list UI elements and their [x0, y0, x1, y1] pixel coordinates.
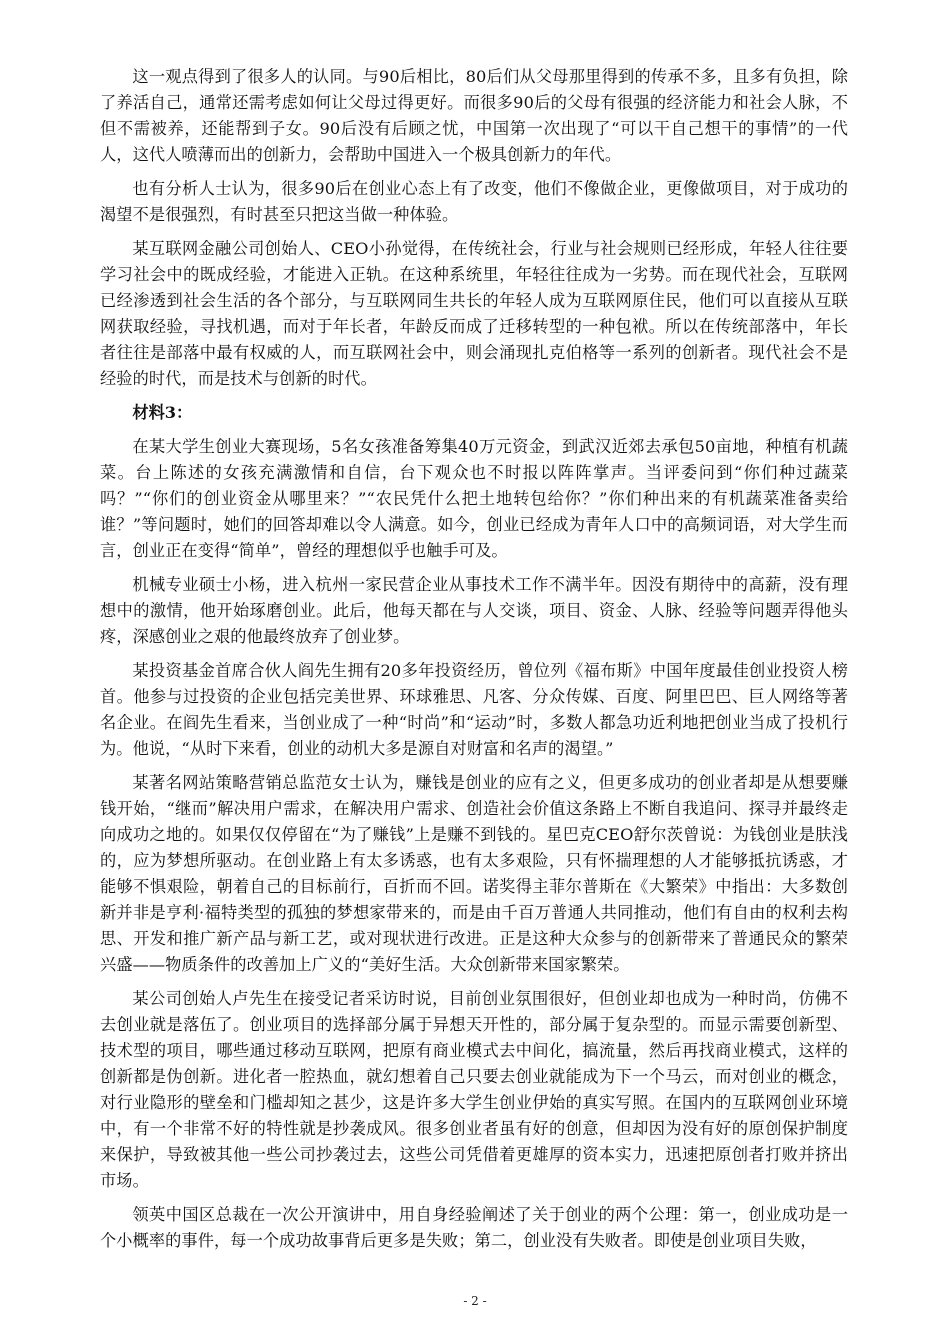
paragraph-founder-lu: 某公司创始人卢先生在接受记者采访时说，目前创业氛围很好，但创业却也成为一种时尚，仿佛不去创业就是落伍了。创业项目的选择部分属于异想天开性的，部分属于复杂型的。而显示需要创新型、技术型的项目，哪些通过移动互联网，把原有商业模式去中间化，搞流量，然后再找商业模式，这样的创新都是伪创新。进化者一腔热血，就幻想着自己只要去创业就能成为下一个马云，而对创业的概念，对行业隐形的壁垒和门槛却知之甚少，这是许多大学生创业伊始的真实写照。在国内的互联网创业环境中，有一个非常不好的特性就是抄袭成风。很多创业者虽有好的创意，但却因为没有好的原创保护制度来保护，导致被其他一些公司抄袭过去，这些公司凭借着更雄厚的资本实力，迅速把原创者打败并挤出市场。: [100, 989, 848, 1190]
paragraph-contest: 在某大学生创业大赛现场，5名女孩准备筹集40万元资金，到武汉近郊去承包50亩地，种植有机蔬菜。台上陈述的女孩充满激情和自信，台下观众也不时报以阵阵掌声。当评委问到“你们种过蔬菜吗？”“你们的创业资金从哪里来？”“农民凭什么把土地转包给你？”你们种出来的有机蔬菜准备卖给谁？”等问题时，她们的回答却难以令人满意。如今，创业已经成为青年人口中的高频词语，对大学生而言，创业正在变得“简单”，曾经的理想似乎也触手可及。: [100, 437, 848, 560]
page-number: - 2 -: [463, 1294, 487, 1308]
paragraph-ceo-sun: 某互联网金融公司创始人、CEO小孙觉得，在传统社会，行业与社会规则已经形成，年轻人往往要学习社会中的既成经验，才能进入正轨。在这种系统里，年轻往往成为一劣势。而在现代社会，互联网已经渗透到社会生活的各个部分，与互联网同生共长的年轻人成为互联网原住民，他们可以直接从互联网获取经验，寻找机遇，而对于年长者，年龄反而成了迁移转型的一种包袱。所以在传统部落中，年长者往往是部落中最有权威的人，而互联网社会中，则会涌现扎克伯格等一系列的创新者。现代社会不是经验的时代，而是技术与创新的时代。: [100, 239, 848, 388]
paragraph-90s-mindset: 也有分析人士认为，很多90后在创业心态上有了改变，他们不像做企业，更像做项目，对于成功的渴望不是很强烈，有时甚至只把这当做一种体验。: [100, 179, 848, 224]
section-heading-material-3: 材料3：: [132, 403, 193, 422]
paragraph-linkedin-president: 领英中国区总裁在一次公开演讲中，用自身经验阐述了关于创业的两个公理：第一，创业成功是一个小概率的事件，每一个成功故事背后更多是失败；第二，创业没有失败者。即使是创业项目失败，: [100, 1205, 848, 1250]
paragraph-xiao-yang: 机械专业硕士小杨，进入杭州一家民营企业从事技术工作不满半年。因没有期待中的高薪，没有理想中的激情，他开始琢磨创业。此后，他每天都在与人交谈，项目、资金、人脉、经验等问题弄得他头疼，深感创业之艰的他最终放弃了创业梦。: [100, 575, 848, 646]
paragraph-90s-advantage: 这一观点得到了很多人的认同。与90后相比，80后们从父母那里得到的传承不多，且多有负担，除了养活自己，通常还需考虑如何让父母过得更好。而很多90后的父母有很强的经济能力和社会人脉，不但不需被养，还能帮到子女。90后没有后顾之忧，中国第一次出现了“可以干自己想干的事情”的一代人，这代人喷薄而出的创新力，会帮助中国进入一个极具创新力的年代。: [100, 67, 848, 164]
paragraph-investor-yan: 某投资基金首席合伙人阎先生拥有20多年投资经历，曾位列《福布斯》中国年度最佳创业投资人榜首。他参与过投资的企业包括完美世界、环球雅思、凡客、分众传媒、百度、阿里巴巴、巨人网络等著名企业。在阎先生看来，当创业成了一种“时尚”和“运动”时，多数人都急功近利地把创业当成了投机行为。他说，“从时下来看，创业的动机大多是源自对财富和名声的渴望。”: [100, 661, 848, 758]
paragraph-director-fan: 某著名网站策略营销总监范女士认为，赚钱是创业的应有之义，但更多成功的创业者却是从想要赚钱开始，“继而”解决用户需求，在解决用户需求、创造社会价值这条路上不断自我追问、探寻并最终走向成功之地的。如果仅仅停留在“为了赚钱”上是赚不到钱的。星巴克CEO舒尔茨曾说：为钱创业是肤浅的，应为梦想所驱动。在创业路上有太多诱惑，也有太多艰险，只有怀揣理想的人才能够抵抗诱惑，才能够不惧艰险，朝着自己的目标前行，百折而不回。诺奖得主菲尔普斯在《大繁荣》中指出：大多数创新并非是亨利·福特类型的孤独的梦想家带来的，而是由千百万普通人共同推动，他们有自由的权利去构思、开发和推广新产品与新工艺，或对现状进行改进。正是这种大众参与的创新带来了普通民众的繁荣兴盛——物质条件的改善加上广义的“美好生活。大众创新带来国家繁荣。: [100, 773, 848, 974]
document-page: [100, 64, 848, 1262]
